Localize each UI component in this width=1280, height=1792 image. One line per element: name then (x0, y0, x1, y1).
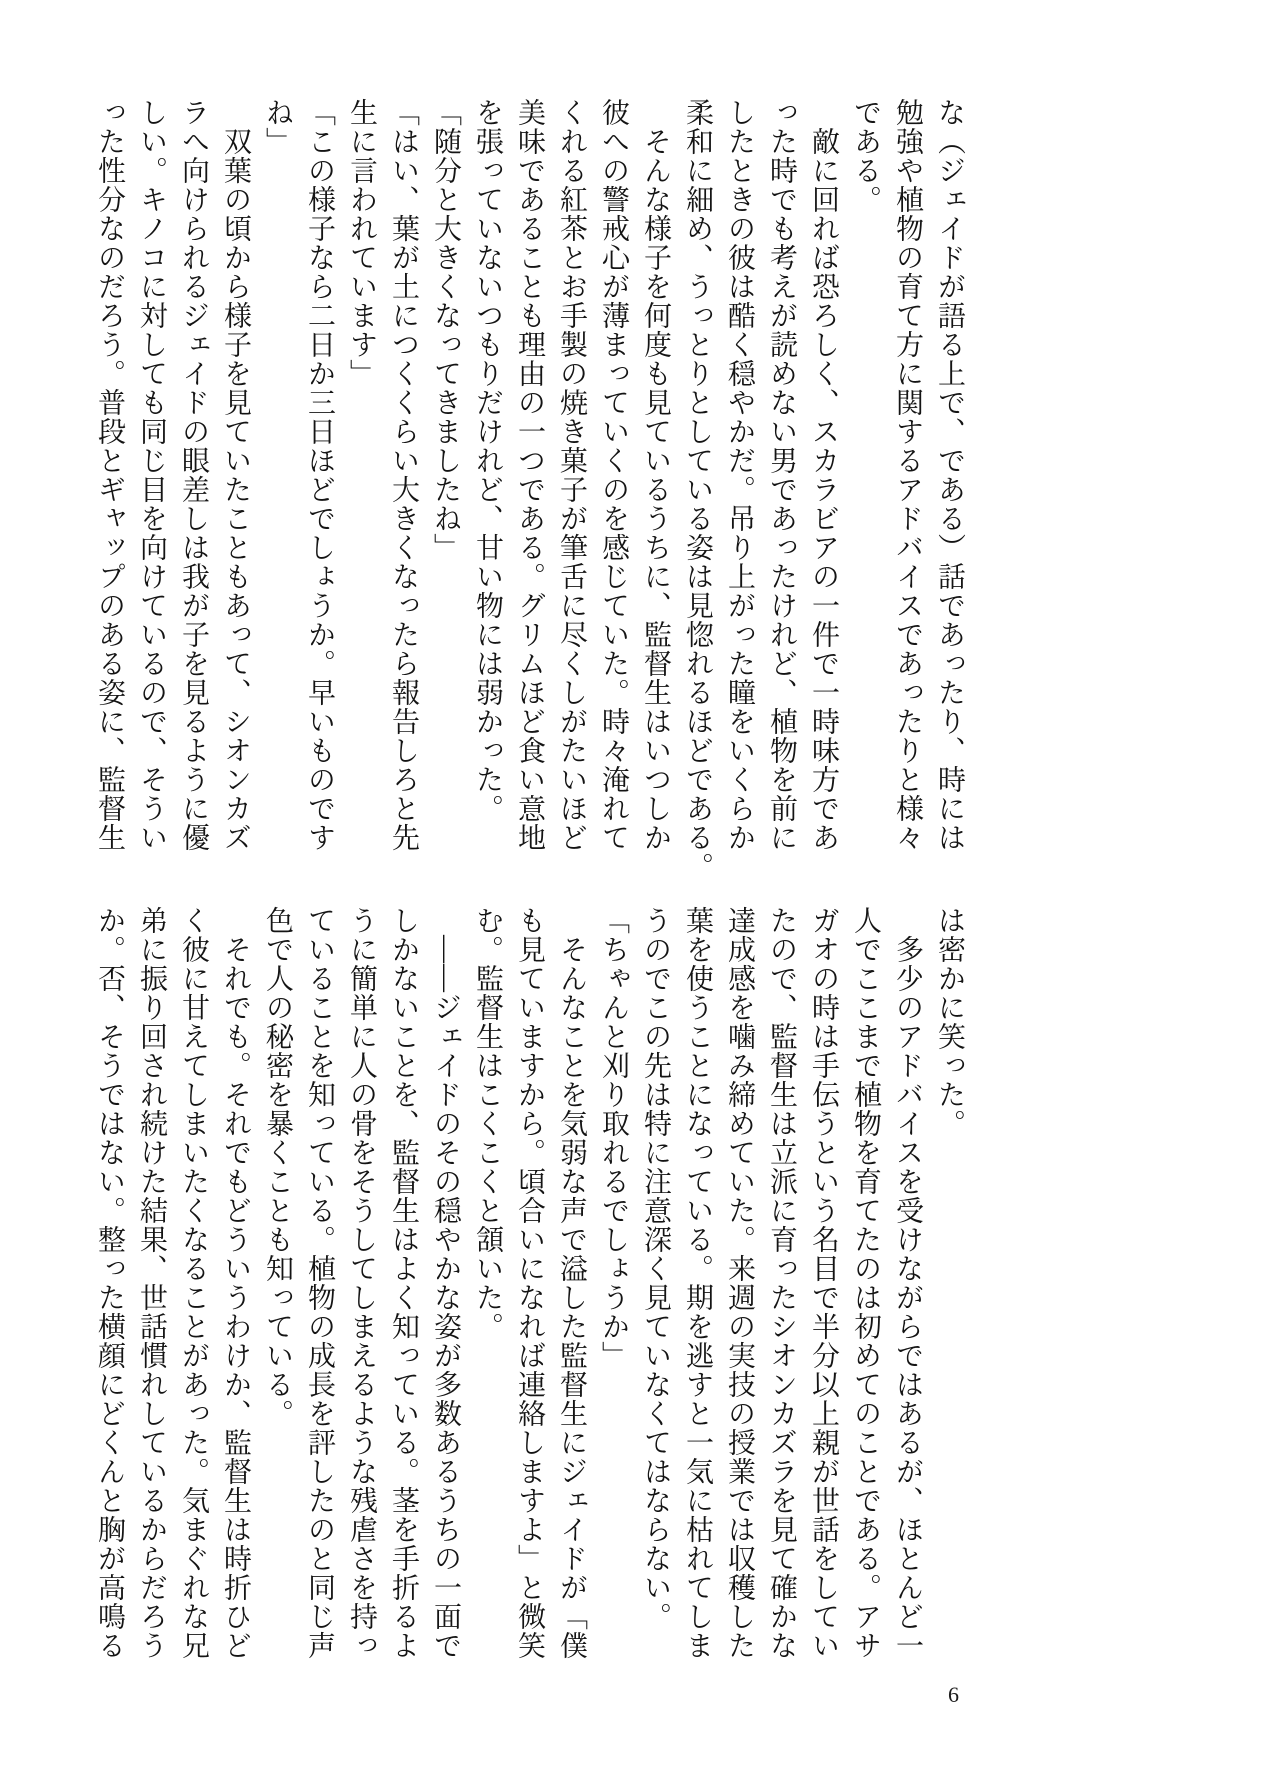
vertical-text-line: も見ていますから。頃合いになれば連絡しますよ」と微笑 (514, 906, 545, 1660)
vertical-text-line: ラへ向けられるジェイドの眼差しは我が子を見るように優 (178, 98, 209, 852)
vertical-text-line: 柔和に細め、うっとりとしている姿は見惚れるほどである。 (682, 98, 713, 881)
vertical-text-line: である。 (850, 98, 881, 214)
vertical-text-line: 「随分と大きくなってきましたね」 (430, 98, 461, 562)
vertical-text-line: それでも。それでもどういうわけか、監督生は時折ひど (220, 906, 251, 1660)
vertical-text-line: った時でも考えが読めない男であったけれど、植物を前に (766, 98, 797, 852)
vertical-text-line: そんなことを気弱な声で溢した監督生にジェイドが「僕 (556, 906, 587, 1660)
vertical-text-line: したときの彼は酷く穏やかだ。吊り上がった瞳をいくらか (724, 98, 755, 852)
vertical-text-line: しい。キノコに対しても同じ目を向けているので、そうい (136, 98, 167, 852)
vertical-text-line: を張っていないつもりだけれど、甘い物には弱かった。 (472, 98, 503, 823)
vertical-text-line: 彼への警戒心が薄まっていくのを感じていた。時々淹れて (598, 98, 629, 852)
vertical-text-line: か。否、そうではない。整った横顔にどくんと胸が高鳴る (94, 906, 125, 1660)
vertical-text-line: 双葉の頃から様子を見ていたこともあって、シオンカズ (220, 98, 251, 852)
page-number: 6 (948, 1682, 959, 1707)
vertical-text-line: は密かに笑った。 (934, 906, 965, 1138)
vertical-text-line: ガオの時は手伝うという名目で半分以上親が世話をしてい (808, 906, 839, 1660)
vertical-text-line: む。監督生はこくこくと頷いた。 (472, 906, 503, 1341)
vertical-text-line: 「この様子なら二日か三日ほどでしょうか。早いものです (304, 98, 335, 852)
bottom-text-block (94, 906, 1096, 1666)
vertical-text-line: たので、監督生は立派に育ったシオンカズラを見て確かな (766, 906, 797, 1660)
vertical-text-line: ていることを知っている。植物の成長を評したのと同じ声 (304, 906, 335, 1660)
vertical-text-line: 生に言われています」 (346, 98, 377, 388)
vertical-text-line: しかないことを、監督生はよく知っている。茎を手折るよ (388, 906, 419, 1660)
vertical-text-line: った性分なのだろう。普段とギャップのある姿に、監督生 (94, 98, 125, 852)
vertical-text-line: くれる紅茶とお手製の焼き菓子が筆舌に尽くしがたいほど (556, 98, 587, 852)
vertical-text-line: 敵に回れば恐ろしく、スカラビアの一件で一時味方であ (808, 98, 839, 852)
vertical-text-line: 「ちゃんと刈り取れるでしょうか」 (598, 906, 629, 1370)
vertical-text-line: 人でここまで植物を育てたのは初めてのことである。アサ (850, 906, 881, 1660)
vertical-text-line: 色で人の秘密を暴くことも知っている。 (262, 906, 293, 1428)
vertical-text-line: うのでこの先は特に注意深く見ていなくてはならない。 (640, 906, 671, 1631)
top-text-block (94, 98, 1096, 881)
vertical-text-line: く彼に甘えてしまいたくなることがあった。気まぐれな兄 (178, 906, 209, 1660)
vertical-text-line: 勉強や植物の育て方に関するアドバイスであったりと様々 (892, 98, 923, 852)
vertical-text-line: 弟に振り回され続けた結果、世話慣れしているからだろう (136, 906, 167, 1660)
vertical-text-line: ――ジェイドのその穏やかな姿が多数あるうちの一面で (430, 906, 461, 1660)
vertical-text-line: 葉を使うことになっている。期を逃すと一気に枯れてしま (682, 906, 713, 1660)
vertical-text-line: 美味であることも理由の一つである。グリムほど食い意地 (514, 98, 545, 852)
vertical-text-line: そんな様子を何度も見ているうちに、監督生はいつしか (640, 98, 671, 852)
vertical-text-line: 「はい、葉が土につくくらい大きくなったら報告しろと先 (388, 98, 419, 852)
vertical-text-line: ね」 (262, 98, 293, 156)
vertical-text-line: 多少のアドバイスを受けながらではあるが、ほとんど一 (892, 906, 923, 1660)
vertical-text-line: 達成感を噛み締めていた。来週の実技の授業では収穫した (724, 906, 755, 1660)
vertical-text-line: うに簡単に人の骨をそうしてしまえるような残虐さを持っ (346, 906, 377, 1660)
vertical-text-line: な（ジェイドが語る上で、である）話であったり、時には (934, 98, 965, 852)
